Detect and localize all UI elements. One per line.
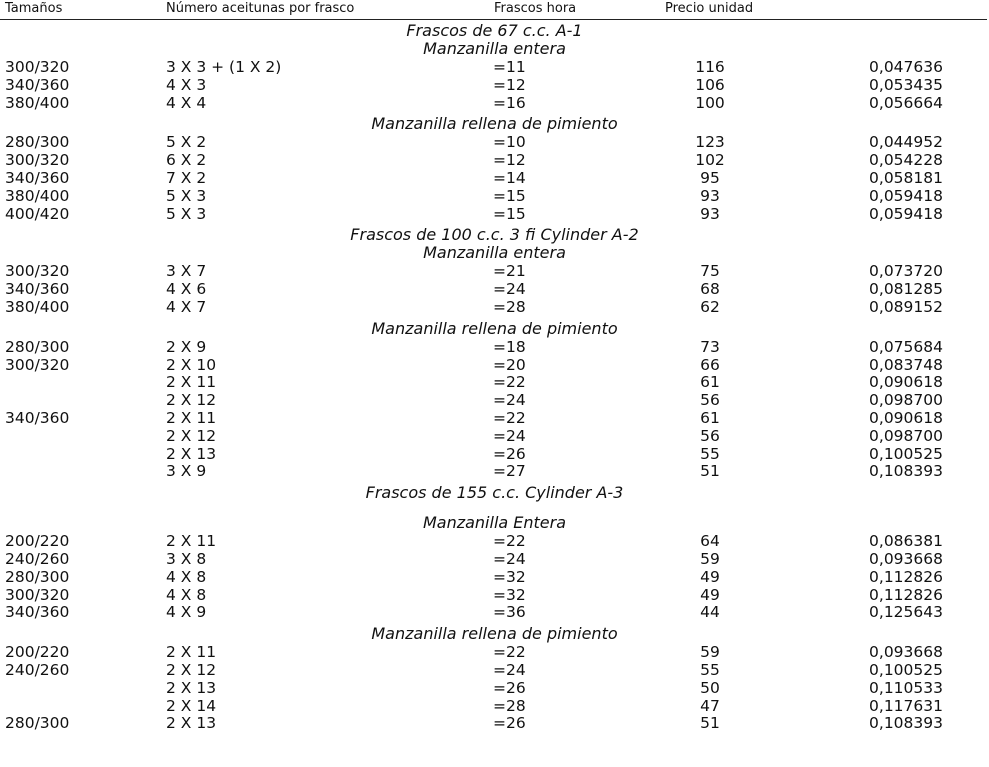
- table-row: [0, 550, 989, 568]
- header-frascos-hora: Frascos hora: [494, 1, 577, 16]
- size-cell: 280/300: [5, 567, 70, 586]
- olive-count-cell: 4 X 7: [166, 297, 207, 316]
- jars-per-hour-cell: =24: [493, 549, 526, 568]
- olive-count-cell: 2 X 11: [166, 643, 217, 662]
- olive-count-cell: 4 X 6: [166, 280, 207, 299]
- unit-price-cell: 0,044952: [869, 133, 943, 152]
- unit-price-cell: 0,089152: [869, 297, 943, 316]
- table-row: [0, 661, 989, 679]
- olive-count-cell: 3 X 8: [166, 549, 207, 568]
- size-cell: 300/320: [5, 58, 70, 76]
- jars-per-hour-cell: =26: [493, 444, 526, 463]
- size-cell: 380/400: [5, 93, 70, 112]
- unit-count-cell: 61: [700, 408, 720, 427]
- unit-count-cell: 51: [700, 462, 720, 481]
- size-cell: 240/260: [5, 549, 70, 568]
- table-row: [0, 356, 989, 374]
- unit-count-cell: 75: [700, 262, 720, 281]
- unit-price-cell: 0,108393: [869, 462, 943, 481]
- jars-per-hour-cell: =10: [493, 133, 526, 152]
- unit-price-cell: 0,098700: [869, 426, 943, 445]
- table-row: [0, 697, 989, 715]
- olive-count-cell: 5 X 2: [166, 133, 207, 152]
- olive-count-cell: 3 X 9: [166, 462, 207, 481]
- section-subtitle: Manzanilla rellena de pimiento: [371, 114, 618, 134]
- header-tamanos: Tamaños: [5, 1, 63, 16]
- size-cell: 300/320: [5, 151, 70, 170]
- jars-per-hour-cell: =22: [493, 373, 526, 392]
- unit-price-cell: 0,056664: [869, 93, 943, 112]
- olive-count-cell: 3 X 3 + (1 X 2): [166, 58, 282, 76]
- olive-count-cell: 2 X 13: [166, 678, 217, 697]
- unit-count-cell: 68: [700, 280, 720, 299]
- olive-count-cell: 2 X 11: [166, 373, 217, 392]
- size-cell: 380/400: [5, 186, 70, 205]
- olive-count-cell: 2 X 12: [166, 426, 217, 445]
- unit-count-cell: 51: [700, 714, 720, 733]
- jars-per-hour-cell: =21: [493, 262, 526, 281]
- unit-count-cell: 93: [700, 186, 720, 205]
- unit-count-cell: 59: [700, 549, 720, 568]
- olive-count-cell: 4 X 8: [166, 585, 207, 604]
- table-row: [0, 280, 989, 298]
- size-cell: 300/320: [5, 262, 70, 281]
- table-row: [0, 133, 989, 151]
- olive-count-cell: 5 X 3: [166, 186, 207, 205]
- olive-count-cell: 2 X 9: [166, 337, 207, 356]
- unit-price-cell: 0,093668: [869, 549, 943, 568]
- size-cell: 200/220: [5, 532, 70, 551]
- jars-per-hour-cell: =14: [493, 168, 526, 187]
- jars-per-hour-cell: =27: [493, 462, 526, 481]
- table-row: [0, 298, 989, 316]
- table-row: [0, 187, 989, 205]
- table-row: [0, 427, 989, 445]
- unit-count-cell: 123: [695, 133, 725, 152]
- table-row: [0, 76, 989, 94]
- unit-count-cell: 47: [700, 696, 720, 715]
- olive-count-cell: 4 X 4: [166, 93, 207, 112]
- unit-price-cell: 0,100525: [869, 660, 943, 679]
- size-cell: 340/360: [5, 408, 70, 427]
- section-title: Frascos de 100 c.c. 3 fi Cylinder A-2: [350, 225, 639, 245]
- jars-per-hour-cell: =28: [493, 696, 526, 715]
- unit-price-cell: 0,059418: [869, 204, 943, 223]
- jars-per-hour-cell: =22: [493, 408, 526, 427]
- table-row: [0, 205, 989, 223]
- table-row: [0, 679, 989, 697]
- jars-per-hour-cell: =16: [493, 93, 526, 112]
- table-row: [0, 603, 989, 621]
- size-cell: 300/320: [5, 585, 70, 604]
- table-row: [0, 94, 989, 112]
- unit-price-cell: 0,093668: [869, 643, 943, 662]
- unit-price-cell: 0,047636: [869, 58, 943, 76]
- jars-per-hour-cell: =12: [493, 75, 526, 94]
- unit-price-cell: 0,058181: [869, 168, 943, 187]
- unit-price-cell: 0,054228: [869, 151, 943, 170]
- table-row: [0, 151, 989, 169]
- price-table: [0, 22, 989, 732]
- section-subtitle: Frascos de 155 c.c. Cylinder A-3: [365, 483, 624, 503]
- unit-price-cell: 0,108393: [869, 714, 943, 733]
- olive-count-cell: 2 X 13: [166, 714, 217, 733]
- table-row: [0, 714, 989, 732]
- jars-per-hour-cell: =18: [493, 337, 526, 356]
- olive-count-cell: 6 X 2: [166, 151, 207, 170]
- unit-price-cell: 0,075684: [869, 337, 943, 356]
- unit-price-cell: 0,125643: [869, 603, 943, 622]
- unit-count-cell: 49: [700, 567, 720, 586]
- table-row: [0, 338, 989, 356]
- olive-count-cell: 4 X 3: [166, 75, 207, 94]
- unit-count-cell: 100: [695, 93, 725, 112]
- olive-count-cell: 2 X 11: [166, 408, 217, 427]
- unit-count-cell: 102: [695, 151, 725, 170]
- section-subtitle: Manzanilla entera: [423, 39, 566, 58]
- unit-count-cell: 116: [695, 58, 725, 76]
- olive-count-cell: 2 X 12: [166, 391, 217, 410]
- olive-count-cell: 7 X 2: [166, 168, 207, 187]
- table-row: [0, 262, 989, 280]
- size-cell: 380/400: [5, 297, 70, 316]
- unit-price-cell: 0,117631: [869, 696, 943, 715]
- unit-count-cell: 73: [700, 337, 720, 356]
- unit-count-cell: 56: [700, 426, 720, 445]
- unit-count-cell: 95: [700, 168, 720, 187]
- size-cell: 340/360: [5, 168, 70, 187]
- unit-price-cell: 0,090618: [869, 373, 943, 392]
- unit-price-cell: 0,112826: [869, 585, 943, 604]
- size-cell: 340/360: [5, 603, 70, 622]
- table-row: [0, 643, 989, 661]
- jars-per-hour-cell: =24: [493, 660, 526, 679]
- section-subtitle: Manzanilla entera: [423, 243, 566, 263]
- header-precio-unidad: Precio unidad: [665, 1, 754, 16]
- jars-per-hour-cell: =36: [493, 603, 526, 622]
- olive-count-cell: 2 X 10: [166, 355, 217, 374]
- size-cell: 340/360: [5, 280, 70, 299]
- unit-count-cell: 93: [700, 204, 720, 223]
- jars-per-hour-cell: =24: [493, 426, 526, 445]
- jars-per-hour-cell: =24: [493, 280, 526, 299]
- olive-count-cell: 2 X 14: [166, 696, 217, 715]
- unit-count-cell: 59: [700, 643, 720, 662]
- unit-count-cell: 66: [700, 355, 720, 374]
- unit-price-cell: 0,090618: [869, 408, 943, 427]
- table-row: [0, 391, 989, 409]
- table-row: [0, 532, 989, 550]
- table-row: [0, 586, 989, 604]
- unit-count-cell: 106: [695, 75, 725, 94]
- unit-count-cell: 64: [700, 532, 720, 551]
- jars-per-hour-cell: =32: [493, 585, 526, 604]
- section-title: Frascos de 67 c.c. A-1: [406, 21, 583, 40]
- unit-count-cell: 55: [700, 444, 720, 463]
- olive-count-cell: 5 X 3: [166, 204, 207, 223]
- olive-count-cell: 4 X 9: [166, 603, 207, 622]
- jars-per-hour-cell: =12: [493, 151, 526, 170]
- unit-count-cell: 44: [700, 603, 720, 622]
- table-row: [0, 373, 989, 391]
- table-row: [0, 462, 989, 480]
- jars-per-hour-cell: =22: [493, 643, 526, 662]
- table-row: [0, 169, 989, 187]
- table-row: [0, 409, 989, 427]
- unit-count-cell: 55: [700, 660, 720, 679]
- size-cell: 280/300: [5, 714, 70, 733]
- jars-per-hour-cell: =15: [493, 186, 526, 205]
- section-subtitle: Manzanilla rellena de pimiento: [371, 318, 618, 338]
- unit-price-cell: 0,081285: [869, 280, 943, 299]
- size-cell: 200/220: [5, 643, 70, 662]
- jars-per-hour-cell: =20: [493, 355, 526, 374]
- header-numero-aceitunas: Número aceitunas por frasco: [166, 1, 355, 16]
- unit-price-cell: 0,073720: [869, 262, 943, 281]
- section-subtitle: Manzanilla rellena de pimiento: [371, 624, 618, 644]
- unit-price-cell: 0,083748: [869, 355, 943, 374]
- unit-price-cell: 0,086381: [869, 532, 943, 551]
- unit-count-cell: 61: [700, 373, 720, 392]
- unit-count-cell: 50: [700, 678, 720, 697]
- size-cell: 280/300: [5, 133, 70, 152]
- jars-per-hour-cell: =28: [493, 297, 526, 316]
- size-cell: 280/300: [5, 337, 70, 356]
- jars-per-hour-cell: =26: [493, 714, 526, 733]
- unit-price-cell: 0,053435: [869, 75, 943, 94]
- unit-price-cell: 0,110533: [869, 678, 943, 697]
- olive-count-cell: 2 X 13: [166, 444, 217, 463]
- unit-price-cell: 0,112826: [869, 567, 943, 586]
- jars-per-hour-cell: =22: [493, 532, 526, 551]
- table-row: [0, 568, 989, 586]
- unit-price-cell: 0,059418: [869, 186, 943, 205]
- size-cell: 300/320: [5, 355, 70, 374]
- unit-count-cell: 62: [700, 297, 720, 316]
- olive-count-cell: 2 X 11: [166, 532, 217, 551]
- size-cell: 400/420: [5, 204, 70, 223]
- olive-count-cell: 3 X 7: [166, 262, 207, 281]
- size-cell: 240/260: [5, 660, 70, 679]
- table-row: [0, 445, 989, 463]
- jars-per-hour-cell: =15: [493, 204, 526, 223]
- jars-per-hour-cell: =11: [493, 58, 526, 76]
- unit-count-cell: 56: [700, 391, 720, 410]
- size-cell: 340/360: [5, 75, 70, 94]
- unit-price-cell: 0,098700: [869, 391, 943, 410]
- unit-count-cell: 49: [700, 585, 720, 604]
- jars-per-hour-cell: =24: [493, 391, 526, 410]
- jars-per-hour-cell: =32: [493, 567, 526, 586]
- jars-per-hour-cell: =26: [493, 678, 526, 697]
- header-rule: [0, 19, 987, 20]
- unit-price-cell: 0,100525: [869, 444, 943, 463]
- olive-count-cell: 4 X 8: [166, 567, 207, 586]
- olive-count-cell: 2 X 12: [166, 660, 217, 679]
- section-subtitle: Manzanilla Entera: [422, 513, 567, 533]
- table-row: [0, 58, 989, 76]
